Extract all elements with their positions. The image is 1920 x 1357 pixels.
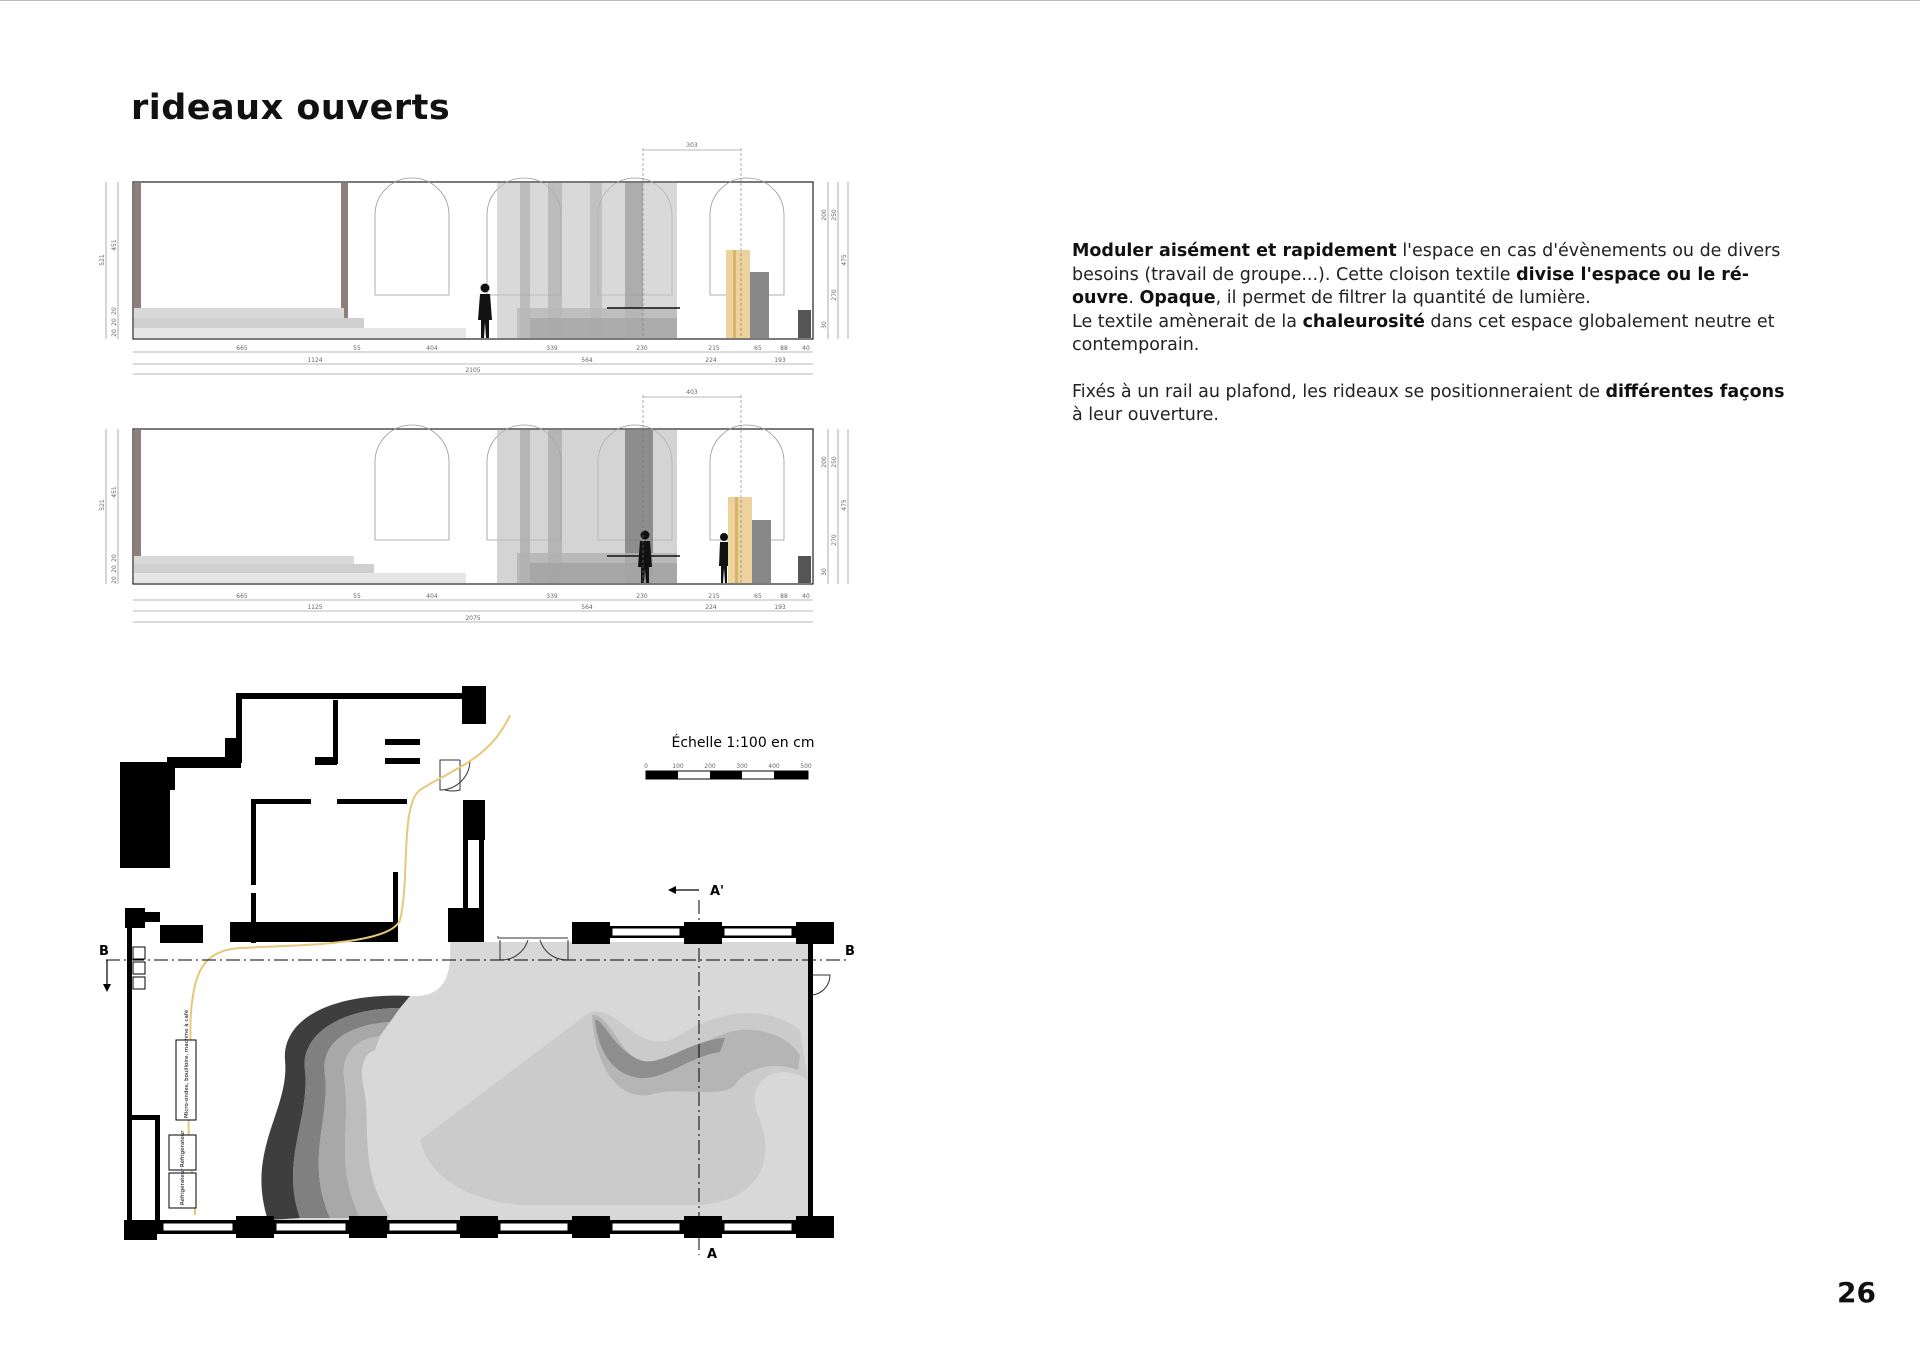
dimension-label: 1124: [307, 357, 323, 364]
dimension-label: 20: [111, 329, 118, 337]
dimension-label: 665: [236, 593, 248, 600]
dimension-label: 215: [708, 345, 720, 352]
wall-segment: [808, 938, 813, 1218]
dimension-label: 88: [780, 345, 788, 352]
window-opening: [724, 1223, 792, 1231]
emphasis: Moduler aisément et rapidement: [1072, 241, 1397, 261]
scale-bar-segment: [710, 771, 742, 779]
dimension-labels: [236, 593, 810, 622]
fixture: [133, 947, 145, 959]
dimension-labels: [236, 345, 810, 374]
dimension-label: 250: [831, 456, 838, 468]
stepped-seating: [134, 328, 466, 338]
wood-shelf-edge: [733, 250, 736, 338]
emphasis: différentes façons: [1605, 381, 1785, 402]
wall-pier: [796, 1216, 834, 1238]
scale-tick: 0: [644, 763, 648, 770]
wood-shelf: [726, 250, 750, 338]
door-swing: [812, 975, 830, 995]
page-title: rideaux ouverts: [131, 88, 451, 128]
wall-pier: [160, 925, 203, 943]
dimension-label: 1125: [307, 604, 323, 611]
wall-segment: [463, 840, 468, 908]
emphasis: Opaque: [1139, 288, 1216, 308]
dimension-label: 564: [581, 357, 593, 364]
wall-pier: [448, 908, 484, 942]
dimension-label: 339: [546, 593, 558, 600]
dimension-label: 404: [426, 345, 438, 352]
page-number: 26: [1837, 1276, 1876, 1309]
wall-segment: [230, 922, 398, 942]
dimension-label: 250: [831, 209, 838, 221]
window-opening: [500, 1223, 568, 1231]
wall-segment: [251, 799, 311, 804]
wall-pier: [572, 1216, 610, 1238]
dimension-label: 665: [236, 345, 248, 352]
storage-unit: [798, 556, 811, 583]
scale-bar-segment: [646, 771, 678, 779]
wall-pier: [684, 1216, 722, 1238]
wall-segment: [385, 739, 420, 745]
dimension-label: 30: [821, 321, 828, 329]
scale-tick: 400: [768, 763, 780, 770]
fridge-label: Réfrigérateur: [180, 1130, 186, 1167]
window-opening: [612, 1223, 680, 1231]
wall-pier: [462, 686, 486, 724]
dimension-label: 193: [774, 357, 786, 364]
section-label-b-right: B: [845, 944, 855, 959]
dimension-label: 20: [111, 318, 118, 326]
wood-shelf: [728, 497, 752, 583]
dimension-label: 2075: [465, 615, 481, 622]
dimension-label: 451: [111, 486, 118, 498]
floor-plan: [99, 686, 855, 1262]
storage-unit: [750, 272, 769, 338]
wall-segment: [572, 926, 834, 938]
dimension-label: 2105: [465, 367, 481, 374]
dimension-label: 403: [686, 389, 698, 396]
dimension-label: 20: [111, 307, 118, 315]
dimension-label: 303: [686, 142, 698, 149]
scale-tick: 200: [704, 763, 716, 770]
dimension-label: 65: [754, 345, 762, 352]
window-opening: [276, 1223, 346, 1231]
dimension-label: 40: [802, 593, 810, 600]
plan-fixtures: [133, 947, 145, 989]
stepped-seating: [530, 563, 677, 583]
dimension-label: 339: [546, 345, 558, 352]
section-arrow-head: [668, 886, 676, 894]
wall-pier: [145, 912, 160, 922]
stepped-seating: [530, 318, 677, 338]
wall-segment: [236, 693, 466, 699]
dimension-label: 20: [111, 554, 118, 562]
emphasis: chaleurosité: [1302, 311, 1425, 332]
storage-unit: [752, 520, 771, 583]
scale-bar-segment: [774, 771, 808, 779]
dimension-label: 404: [426, 593, 438, 600]
wall-pier: [145, 765, 175, 790]
wall-segment: [385, 758, 420, 764]
dimension-label: 65: [754, 593, 762, 600]
wall-pier: [124, 1220, 157, 1240]
dimension-label: 475: [841, 499, 848, 511]
dimension-label: 451: [111, 239, 118, 251]
dimension-label: 521: [99, 254, 106, 266]
section-label-b-left: B: [99, 944, 109, 959]
wall-segment: [155, 1115, 160, 1220]
dimension-label: 521: [99, 499, 106, 511]
emphasis: divise l'espace ou le ré-ouvre: [1072, 264, 1750, 308]
section-label-a-top: A': [710, 884, 725, 899]
kitchen-counter-label: Micro-ondes, bouilloire, machine à café: [184, 1009, 190, 1118]
scale-bar: [644, 734, 814, 779]
section-arrow-head: [103, 984, 111, 992]
wall-segment: [337, 799, 407, 804]
description-paragraph-1: [1072, 240, 1792, 358]
dimension-label: 55: [353, 593, 361, 600]
dimension-label: 230: [636, 593, 648, 600]
wall-segment: [251, 799, 256, 885]
wall-segment: [167, 757, 241, 768]
description-paragraph-2: [1072, 381, 1792, 428]
wall-segment: [333, 700, 338, 764]
fridge-label: Réfrigérateur: [180, 1168, 186, 1205]
wall-segment: [127, 1115, 159, 1120]
door-frame: [498, 936, 568, 938]
body-text: .: [1128, 288, 1140, 308]
window-opening: [389, 1223, 457, 1231]
stepped-seating: [134, 573, 466, 583]
dimension-label: 40: [802, 345, 810, 352]
wall-pier: [236, 1216, 274, 1238]
dimension-label: 270: [831, 534, 838, 546]
dimension-label: 270: [831, 289, 838, 301]
wall-pier: [125, 908, 145, 928]
wall-pier: [463, 800, 485, 840]
dimension-label: 200: [821, 456, 828, 468]
dimension-label: 20: [111, 576, 118, 584]
elevation-1: [99, 142, 848, 374]
scale-tick: 300: [736, 763, 748, 770]
dimension-label: 230: [636, 345, 648, 352]
window-opening: [724, 928, 792, 936]
dimension-label: 224: [705, 604, 717, 611]
dimension-label: 20: [111, 565, 118, 573]
dimension-label: 30: [821, 568, 828, 576]
body-text: Fixés à un rail au plafond, les rideaux se positionneraient de: [1072, 381, 1606, 402]
wood-shelf-edge: [735, 497, 738, 583]
dimension-label: 224: [705, 357, 717, 364]
scale-tick: 500: [800, 763, 812, 770]
wall-pier: [349, 1216, 387, 1238]
storage-unit: [798, 310, 811, 338]
dimension-label: 88: [780, 593, 788, 600]
fixture: [133, 962, 145, 974]
section-label-a-bottom: A: [707, 1247, 718, 1262]
dimension-label: 55: [353, 345, 361, 352]
body-text: Le textile amènerait de la: [1072, 311, 1303, 332]
description-text: [1072, 240, 1792, 451]
dimension-label: 475: [841, 254, 848, 266]
fixture: [133, 977, 145, 989]
body-text: à leur ouverture.: [1072, 405, 1219, 425]
scale-tick: 100: [672, 763, 684, 770]
body-text: , il permet de filtrer la quantité de lumière.: [1215, 288, 1591, 308]
body-text: dans cet espace globalement neutre et contemporain.: [1072, 311, 1775, 355]
window-opening: [163, 1223, 233, 1231]
elevation-2: [99, 389, 848, 622]
wall-segment: [236, 693, 242, 763]
scale-label: Échelle 1:100 en cm: [671, 735, 815, 751]
wall-pier: [460, 1216, 498, 1238]
dimension-label: 200: [821, 209, 828, 221]
wall-segment: [479, 840, 484, 908]
body-text: l'espace en cas d'évènements ou de divers besoins (travail de groupe...). Cette cloison textile: [1072, 241, 1781, 285]
window-opening: [612, 928, 680, 936]
dimension-label: 215: [708, 593, 720, 600]
dimension-label: 193: [774, 604, 786, 611]
wall-segment: [127, 928, 132, 1220]
dimension-label: 564: [581, 604, 593, 611]
